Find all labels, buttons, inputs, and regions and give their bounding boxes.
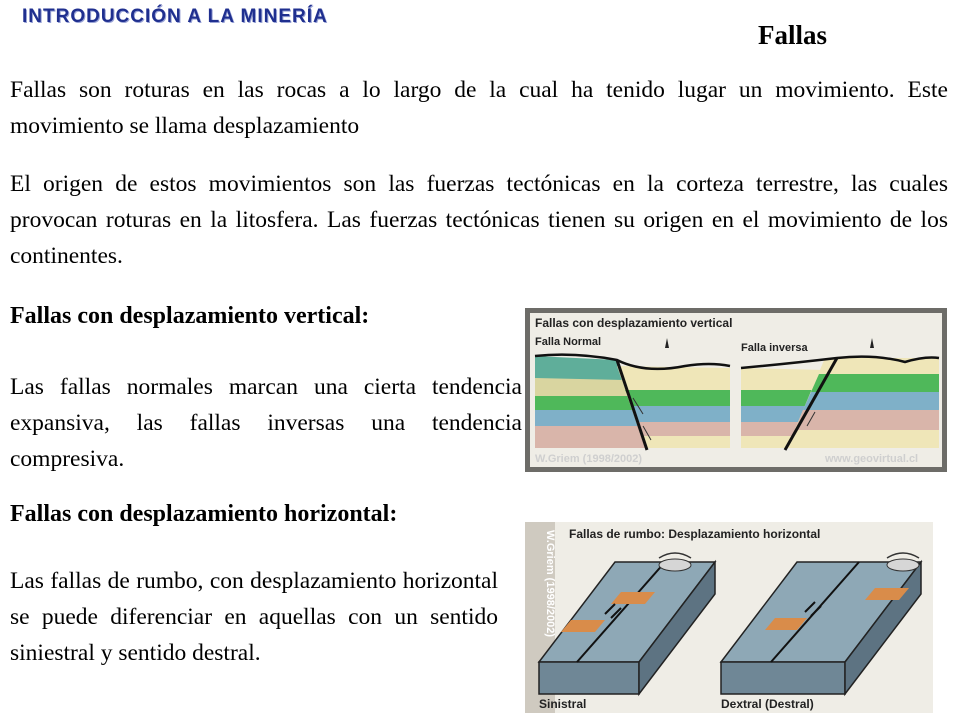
reverse-fault-label: Falla inversa <box>741 342 808 354</box>
course-title: INTRODUCCIÓN A LA MINERÍA <box>22 6 328 27</box>
sinistral-label: Sinistral <box>539 697 587 711</box>
normal-fault-label: Falla Normal <box>535 336 602 348</box>
vertical-faults-text: Las fallas normales marcan una cierta tendencia expansiva, las fallas inversas una tendencia compresiva. <box>10 374 522 472</box>
horizontal-figure-credit: W.Griem (1998/2002) <box>544 530 556 638</box>
horizontal-faults-text: Las fallas de rumbo, con desplazamiento horizontal se puede diferenciar en aquellas con un sentido siniestral y sentido destral. <box>10 568 498 666</box>
horizontal-faults-figure <box>525 522 933 713</box>
vertical-faults-figure <box>525 308 947 472</box>
vertical-figure-credit-right: www.geovirtual.cl <box>825 453 919 465</box>
intro-paragraph: Fallas son roturas en las rocas a lo largo de la cual ha tenido lugar un movimiento. Este movimiento se llama desplazamiento <box>10 77 948 139</box>
vertical-faults-heading: Fallas con desplazamiento vertical: <box>10 303 370 329</box>
slide-title: Fallas <box>758 20 828 50</box>
origin-paragraph: El origen de estos movimientos son las fuerzas tectónicas en la corteza terrestre, las cuales provocan roturas en la litosfera. Las fuerzas tectónicas tienen su origen en el movimiento de los continentes. <box>10 171 948 269</box>
vertical-figure-credit-left: W.Griem (1998/2002) <box>535 453 643 465</box>
vertical-figure-title: Fallas con desplazamiento vertical <box>535 316 733 330</box>
horizontal-figure-title: Fallas de rumbo: Desplazamiento horizontal <box>569 527 821 541</box>
dextral-label: Dextral (Destral) <box>721 697 814 711</box>
horizontal-faults-heading: Fallas con desplazamiento horizontal: <box>10 501 398 527</box>
